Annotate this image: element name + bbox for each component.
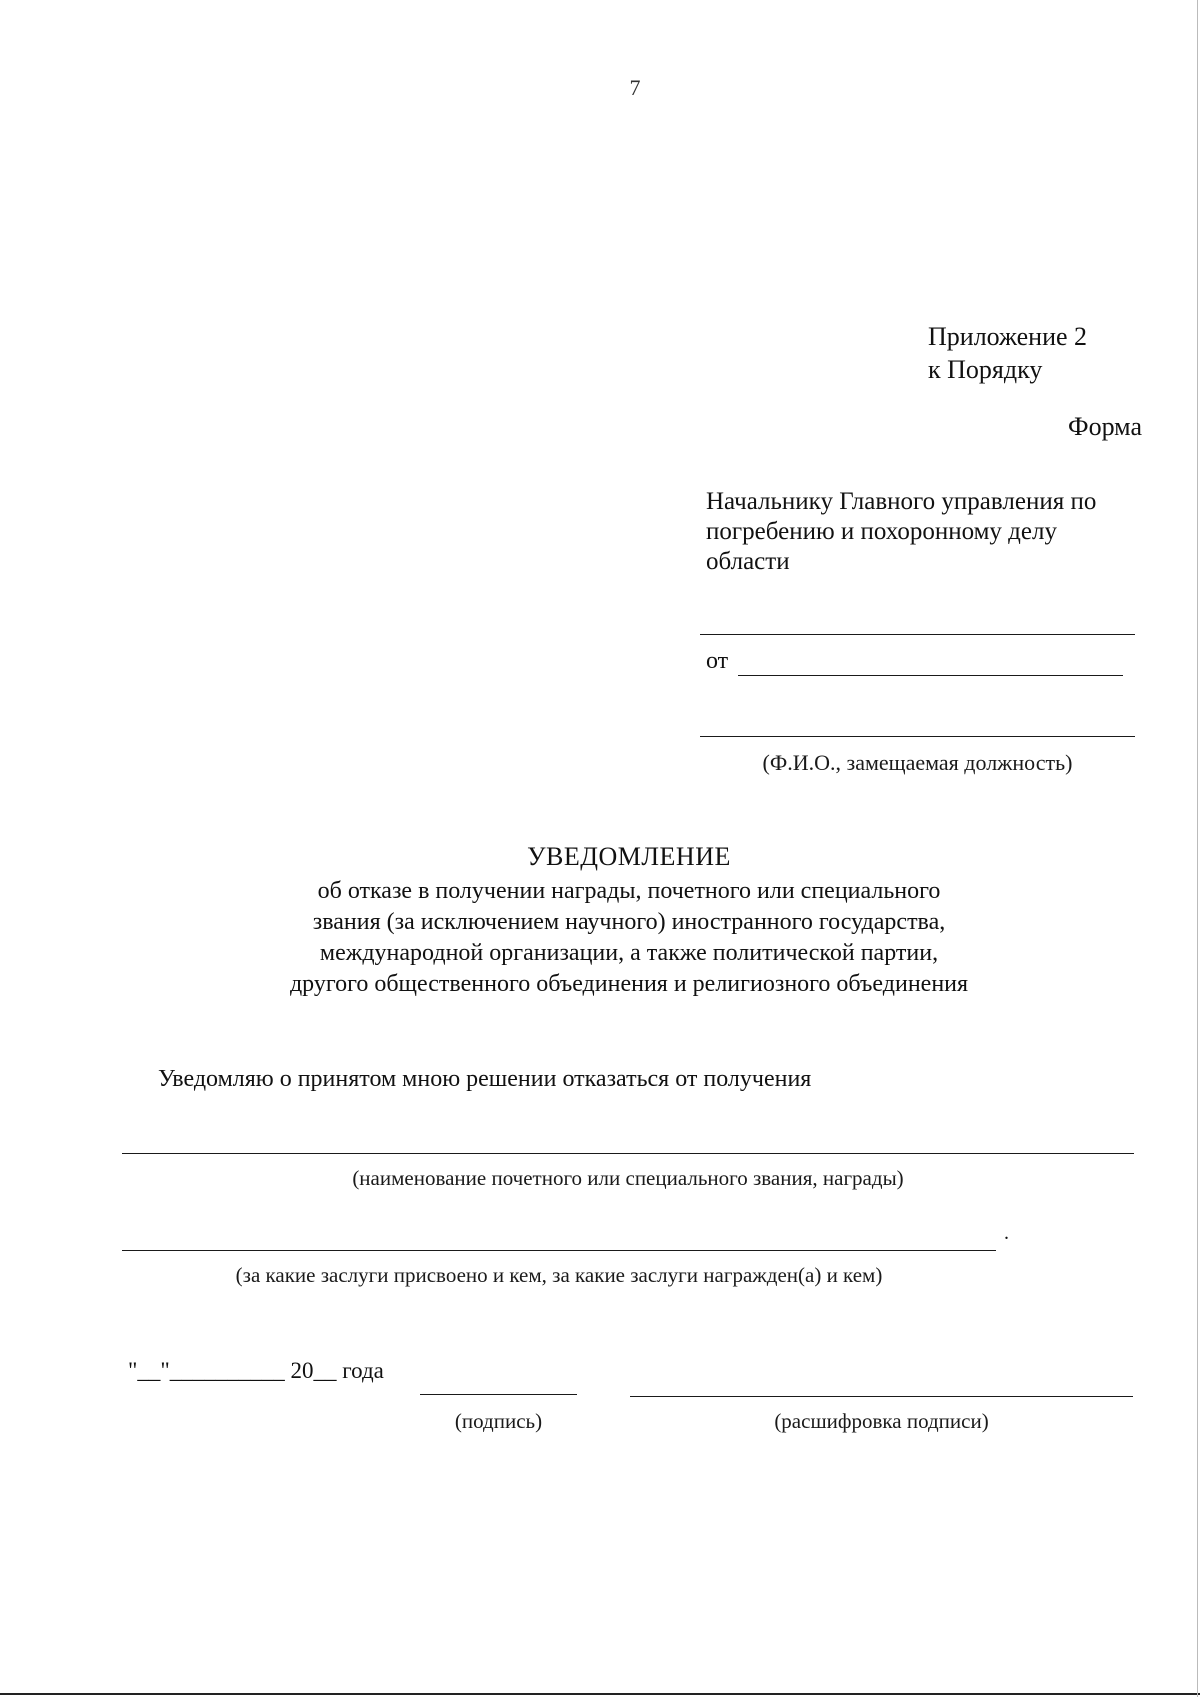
subtitle-line: международной организации, а также политической партии, — [319, 940, 939, 966]
from-blank-line — [738, 675, 1123, 676]
signature-caption: (подпись) — [454, 1409, 543, 1433]
fio-caption: (Ф.И.О., замещаемая должность) — [762, 750, 1073, 775]
notification-text: Уведомляю о принятом мною решении отказаться от получения — [158, 1066, 812, 1092]
signature-decoding-caption: (расшифровка подписи) — [774, 1409, 989, 1433]
merit-caption: (за какие заслуги присвоено и кем, за какие заслуги награжден(а) и кем) — [235, 1263, 883, 1287]
merit-period: . — [1004, 1222, 1009, 1244]
addressee-line: Начальнику Главного управления по — [706, 488, 1097, 515]
scan-bottom-edge — [0, 1693, 1200, 1695]
award-caption: (наименование почетного или специального звания, награды) — [352, 1166, 904, 1190]
form-label: Форма — [1068, 412, 1142, 441]
appendix-reference — [928, 320, 1087, 386]
addressee-blank-line — [700, 634, 1135, 635]
signature-blank-line — [420, 1394, 577, 1395]
date-field: "__"__________ 20__ года — [128, 1358, 384, 1383]
subtitle-line: другого общественного объединения и религиозного объединения — [289, 971, 969, 997]
signature-decoding-blank-line — [630, 1396, 1133, 1397]
sender-blank-line — [700, 736, 1135, 737]
scan-right-edge — [1197, 0, 1198, 1697]
from-label: от — [706, 648, 729, 674]
subtitle-line: звания (за исключением научного) иностранного государства, — [312, 909, 946, 935]
page-number: 7 — [629, 75, 641, 100]
document-subtitle — [0, 876, 1200, 1000]
merit-blank-line — [122, 1250, 996, 1251]
document-title: УВЕДОМЛЕНИЕ — [527, 842, 731, 871]
addressee-block — [706, 487, 1136, 577]
appendix-line: Приложение 2 — [928, 322, 1088, 351]
addressee-line: области — [706, 548, 790, 575]
appendix-line: к Порядку — [928, 355, 1043, 384]
addressee-line: погребению и похоронному делу — [706, 518, 1057, 545]
award-blank-line — [122, 1153, 1134, 1154]
subtitle-line: об отказе в получении награды, почетного или специального — [317, 878, 941, 904]
